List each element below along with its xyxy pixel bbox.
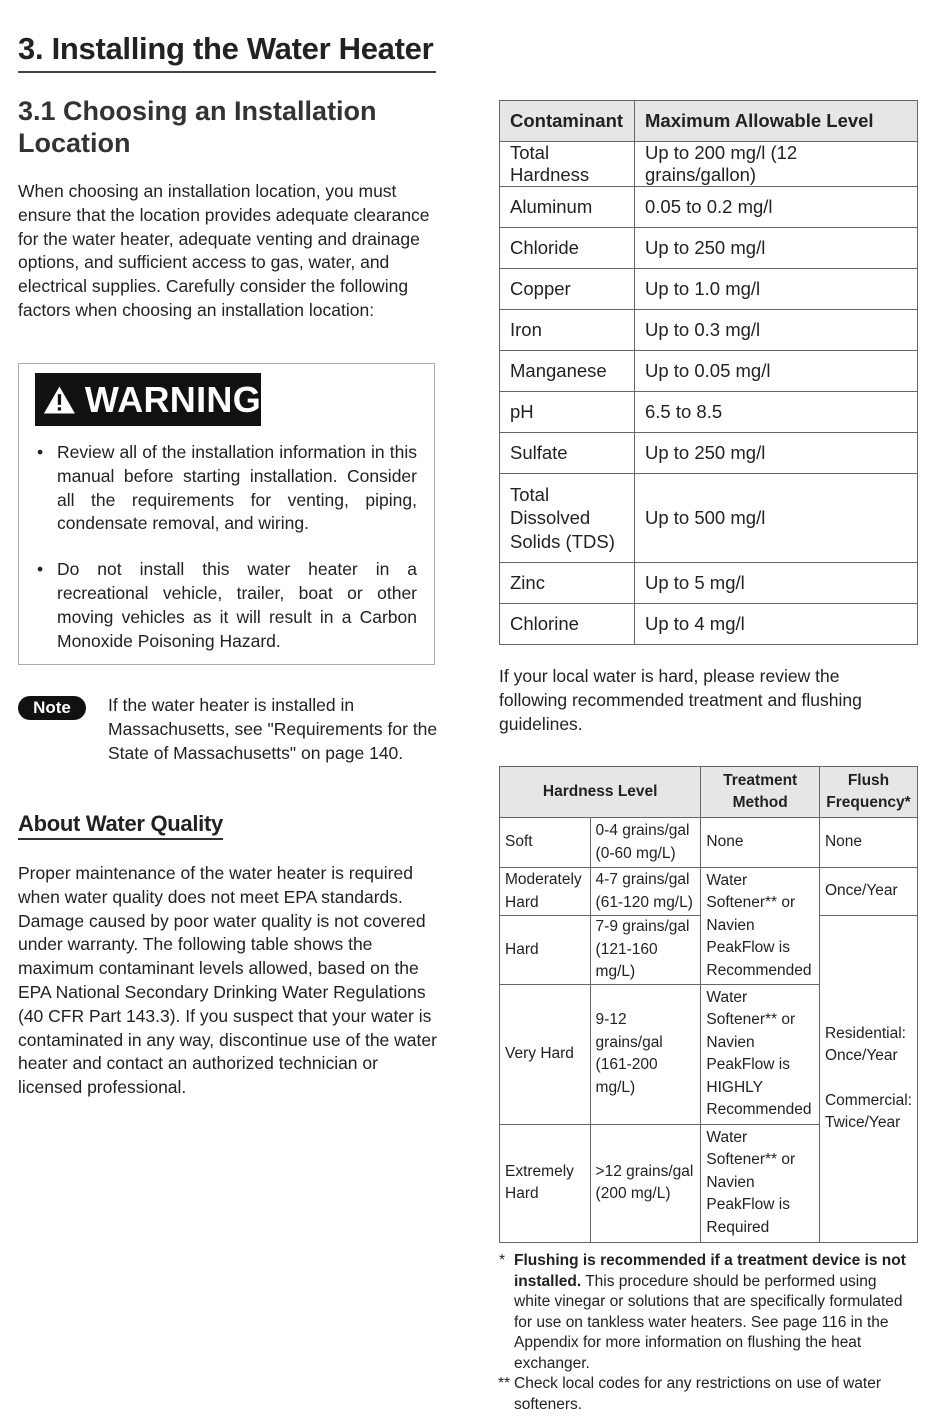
contaminant-level: Up to 4 mg/l (635, 604, 918, 645)
column-header: Flush Frequency* (819, 767, 917, 818)
treatment-method: Water Softener** or Navien PeakFlow is Required (701, 1124, 820, 1242)
column-header: Treatment Method (701, 767, 820, 818)
footnote-marker: ** (498, 1375, 511, 1392)
flush-residential: Residential: Once/Year (824, 1024, 906, 1065)
table-row (500, 433, 918, 474)
intro-paragraph: When choosing an installation location, you must ensure that the location provides adequate clearance for the water heater, adequate venting and drainage options, and sufficient access to gas, water, and electrical supplies. Carefully consider the following factors when choosing an installation location: (18, 181, 430, 320)
hardness-range: 4-7 grains/gal (61-120 mg/L) (590, 868, 701, 916)
table-row (500, 868, 918, 916)
hardness-level: Soft (500, 818, 591, 868)
note-badge: Note (18, 696, 86, 720)
table-row (500, 474, 918, 563)
table-row (500, 392, 918, 433)
treatment-method: None (701, 818, 820, 868)
table-row (500, 604, 918, 645)
treatment-method: Water Softener** or Navien PeakFlow is Recommended (701, 868, 820, 985)
table-header-row (500, 101, 918, 142)
table-row (500, 351, 918, 392)
contaminant-name: Manganese (500, 351, 635, 392)
water-quality-heading: About Water Quality (18, 811, 223, 840)
hardness-range: 9-12 grains/gal (161-200 mg/L) (590, 984, 701, 1124)
contaminant-name: Aluminum (500, 187, 635, 228)
column-header: Contaminant (500, 101, 635, 142)
contaminant-level: 6.5 to 8.5 (635, 392, 918, 433)
contaminant-name: pH (500, 392, 635, 433)
table-row (500, 818, 918, 868)
water-quality-body: Proper maintenance of the water heater is required when water quality does not meet EPA standards. Damage caused by poor water quality is not covered under warranty. The following table shows the maximum contaminant levels allowed, based on the EPA National Secondary Drinking Water Regulations (40 CFR Part 143.3). If you suspect that your water is contaminated in any way, discontinue use of the water heater and contact an authorized technician or licensed professional. (18, 863, 437, 1098)
contaminant-name: Copper (500, 269, 635, 310)
hardness-level: Extremely Hard (500, 1124, 591, 1242)
hardness-level: Hard (500, 916, 591, 985)
table-row (500, 187, 918, 228)
contaminant-name: Zinc (500, 563, 635, 604)
table-row (500, 228, 918, 269)
hardness-range: 7-9 grains/gal (121-160 mg/L) (590, 916, 701, 985)
warning-item: • Review all of the installation information in this manual before starting installation. Consider all the requirements for venting, piping, condensate removal, and wiring. (37, 441, 417, 536)
note-text: If the water heater is installed in Massachusetts, see "Requirements for the State of Massachusetts" on page 140. (108, 695, 438, 763)
flush-frequency: None (819, 818, 917, 868)
warning-label-text: WARNING (84, 379, 261, 420)
contaminant-name: Chloride (500, 228, 635, 269)
contaminant-level: Up to 250 mg/l (635, 433, 918, 474)
table-row (500, 142, 918, 187)
hardness-range: >12 grains/gal (200 mg/L) (590, 1124, 701, 1242)
contaminant-level: Up to 1.0 mg/l (635, 269, 918, 310)
footnote-marker: * (499, 1252, 506, 1269)
contaminant-name: Total Hardness (500, 142, 635, 187)
treatment-method: Water Softener** or Navien PeakFlow is HIGHLY Recommended (701, 984, 820, 1124)
hardness-table (499, 766, 918, 1243)
table-row (500, 563, 918, 604)
hardness-level: Moderately Hard (500, 868, 591, 916)
footnote-2-text: Check local codes for any restrictions on use of water softeners. (514, 1375, 882, 1413)
contaminant-table (499, 100, 918, 645)
hardness-intro: If your local water is hard, please review the following recommended treatment and flushing guidelines. (499, 666, 862, 734)
contaminant-name: Chlorine (500, 604, 635, 645)
column-header: Hardness Level (500, 767, 701, 818)
contaminant-level: Up to 5 mg/l (635, 563, 918, 604)
warning-triangle-icon (43, 385, 76, 415)
subsection-title: 3.1 Choosing an Installation Location (18, 96, 377, 158)
table-row (500, 269, 918, 310)
footnote-2 (499, 1374, 909, 1415)
warning-box (18, 363, 435, 665)
hardness-range: 0-4 grains/gal (0-60 mg/L) (590, 818, 701, 868)
footnote-1 (499, 1251, 909, 1374)
warning-list (37, 441, 417, 675)
footnotes (499, 1251, 909, 1415)
table-header-row (500, 767, 918, 818)
contaminant-name: Sulfate (500, 433, 635, 474)
contaminant-level: 0.05 to 0.2 mg/l (635, 187, 918, 228)
hardness-level: Very Hard (500, 984, 591, 1124)
table-row (500, 310, 918, 351)
flush-frequency (819, 916, 917, 1243)
column-header: Maximum Allowable Level (635, 101, 918, 142)
contaminant-level: Up to 0.3 mg/l (635, 310, 918, 351)
contaminant-level: Up to 500 mg/l (635, 474, 918, 563)
flush-frequency: Once/Year (819, 868, 917, 916)
footnote-1-text: This procedure should be performed using white vinegar or solutions that are specifically formulated for use on tankless water heaters. See page 116 in the Appendix for more information on flushing the heat exchanger. (514, 1272, 903, 1372)
contaminant-level: Up to 200 mg/l (12 grains/gallon) (635, 142, 918, 187)
contaminant-level: Up to 0.05 mg/l (635, 351, 918, 392)
contaminant-name: Iron (500, 310, 635, 351)
contaminant-level: Up to 250 mg/l (635, 228, 918, 269)
flush-commercial: Commercial: Twice/Year (824, 1091, 912, 1132)
warning-item: • Do not install this water heater in a recreational vehicle, trailer, boat or other moving vehicles as it will result in a Carbon Monoxide Poisoning Hazard. (37, 558, 417, 653)
contaminant-name: Total Dissolved Solids (TDS) (500, 474, 635, 563)
footnote-1-bold: Flushing is recommended if a treatment device is not installed. (514, 1252, 906, 1290)
warning-label (35, 373, 261, 426)
section-title: 3. Installing the Water Heater (18, 30, 436, 73)
